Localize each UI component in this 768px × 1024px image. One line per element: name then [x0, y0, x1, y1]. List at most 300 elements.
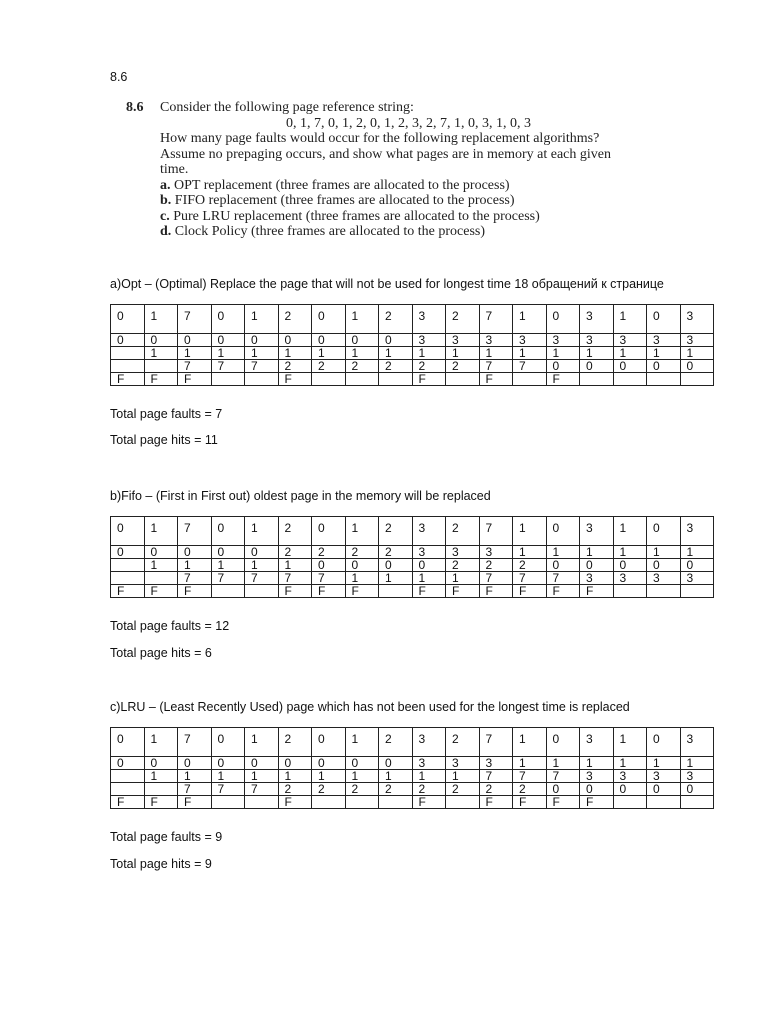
reference-row-cell: 0: [647, 305, 681, 334]
frame-row-3-cell: 2: [446, 360, 480, 373]
reference-row-cell: 7: [479, 517, 513, 546]
frame-row-1-cell: 0: [111, 334, 145, 347]
frame-row-1-cell: 0: [245, 546, 279, 559]
reference-row-cell: 0: [211, 305, 245, 334]
frame-row-1: [111, 334, 714, 347]
fault-row-cell: F: [111, 373, 145, 386]
fault-row-cell: F: [513, 585, 547, 598]
frame-row-3-cell: [144, 783, 178, 796]
frame-row-1-cell: 0: [245, 334, 279, 347]
fault-row-cell: [680, 585, 714, 598]
frame-row-1-cell: 3: [412, 546, 446, 559]
frame-row-1-cell: 0: [211, 334, 245, 347]
fault-row-cell: [680, 796, 714, 809]
frame-row-3-cell: 2: [412, 360, 446, 373]
frame-row-2-cell: 1: [178, 347, 212, 360]
frame-row-1-cell: 1: [513, 546, 547, 559]
fault-row-cell: F: [111, 585, 145, 598]
frame-row-3-cell: 7: [211, 360, 245, 373]
frame-row-1-cell: 0: [278, 334, 312, 347]
frame-row-2-cell: 7: [479, 770, 513, 783]
frame-row-3-cell: 1: [345, 572, 379, 585]
reference-row: [111, 517, 714, 546]
frame-row-2-cell: 1: [211, 347, 245, 360]
problem-question-line-3: time.: [160, 162, 189, 177]
fault-row-cell: F: [546, 585, 580, 598]
frame-row-1-cell: 0: [144, 546, 178, 559]
reference-row-cell: 1: [345, 517, 379, 546]
fault-row-cell: F: [546, 373, 580, 386]
reference-row-cell: 0: [647, 728, 681, 757]
frame-row-1-cell: 0: [312, 334, 346, 347]
frame-row-2-cell: 1: [245, 559, 279, 572]
reference-row-cell: 1: [144, 517, 178, 546]
frame-row-2-cell: 1: [613, 347, 647, 360]
fifo-total-faults: Total page faults = 12: [110, 619, 230, 633]
reference-row-cell: 3: [412, 305, 446, 334]
frame-row-2-cell: 1: [446, 770, 480, 783]
reference-row-cell: 3: [680, 517, 714, 546]
reference-row: [111, 305, 714, 334]
fault-row-cell: [245, 373, 279, 386]
frame-row-3-cell: 7: [178, 572, 212, 585]
reference-row-cell: 0: [211, 728, 245, 757]
reference-row-cell: 2: [446, 728, 480, 757]
fifo-heading: b)Fifo – (First in First out) oldest page in the memory will be replaced: [110, 489, 491, 503]
fault-row-cell: F: [345, 585, 379, 598]
fault-row: [111, 373, 714, 386]
frame-row-2-cell: 0: [647, 559, 681, 572]
frame-row-3-cell: 2: [379, 360, 413, 373]
fault-row-cell: [345, 796, 379, 809]
frame-row-3-cell: [144, 572, 178, 585]
frame-row-1-cell: 0: [178, 757, 212, 770]
frame-row-1-cell: 1: [680, 757, 714, 770]
fault-row-cell: [446, 373, 480, 386]
fault-row-cell: [446, 796, 480, 809]
frame-row-3-cell: 2: [278, 783, 312, 796]
reference-row-cell: 2: [379, 517, 413, 546]
fault-row-cell: F: [513, 796, 547, 809]
frame-row-3-cell: 0: [580, 360, 614, 373]
frame-row-2-cell: 1: [379, 347, 413, 360]
frame-row-2-cell: 3: [647, 770, 681, 783]
fault-row-cell: F: [144, 373, 178, 386]
frame-row-3-cell: 0: [580, 783, 614, 796]
frame-row-1-cell: 1: [546, 546, 580, 559]
reference-row-cell: 0: [546, 728, 580, 757]
reference-row-cell: 3: [412, 517, 446, 546]
frame-row-2-cell: 1: [379, 770, 413, 783]
fault-row-cell: F: [412, 373, 446, 386]
reference-row-cell: 1: [345, 305, 379, 334]
frame-row-2-cell: 1: [178, 770, 212, 783]
frame-row-1-cell: 3: [647, 334, 681, 347]
fault-row: [111, 585, 714, 598]
reference-row-cell: 3: [680, 305, 714, 334]
frame-row-1-cell: 3: [680, 334, 714, 347]
fault-row-cell: F: [178, 796, 212, 809]
reference-row-cell: 0: [312, 517, 346, 546]
reference-row-cell: 2: [379, 728, 413, 757]
frame-row-3-cell: 0: [680, 360, 714, 373]
reference-row-cell: 1: [144, 305, 178, 334]
frame-row-2-cell: 1: [245, 770, 279, 783]
fault-row-cell: F: [278, 373, 312, 386]
frame-row-1-cell: 1: [647, 546, 681, 559]
frame-row-3-cell: 0: [546, 360, 580, 373]
frame-row-2-cell: 1: [412, 770, 446, 783]
option-letter: d.: [160, 224, 172, 239]
frame-row-1-cell: 0: [345, 757, 379, 770]
frame-row-1-cell: 1: [580, 757, 614, 770]
frame-row-1-cell: 1: [546, 757, 580, 770]
reference-row-cell: 2: [379, 305, 413, 334]
frame-row-3-cell: 7: [479, 572, 513, 585]
reference-row-cell: 1: [513, 728, 547, 757]
fault-row-cell: [580, 373, 614, 386]
frame-row-2-cell: 1: [178, 559, 212, 572]
frame-row-3-cell: 3: [613, 572, 647, 585]
frame-row-3-cell: 2: [312, 783, 346, 796]
frame-row-3-cell: 2: [312, 360, 346, 373]
fault-row-cell: F: [312, 585, 346, 598]
fault-row-cell: F: [479, 373, 513, 386]
frame-row-1-cell: 2: [345, 546, 379, 559]
frame-row-2-cell: 1: [580, 347, 614, 360]
reference-row-cell: 2: [278, 305, 312, 334]
fault-row-cell: F: [580, 585, 614, 598]
option-text: Clock Policy (three frames are allocated to the process): [174, 224, 486, 239]
frame-row-1-cell: 0: [245, 757, 279, 770]
frame-row-2-cell: 1: [345, 770, 379, 783]
reference-row-cell: 1: [613, 517, 647, 546]
reference-row-cell: 7: [178, 305, 212, 334]
reference-row-cell: 0: [111, 305, 145, 334]
fault-row-cell: [647, 373, 681, 386]
reference-row-cell: 0: [647, 517, 681, 546]
frame-row-1-cell: 2: [379, 546, 413, 559]
reference-row: [111, 728, 714, 757]
frame-row-1-cell: 0: [111, 546, 145, 559]
frame-row-1-cell: 0: [144, 334, 178, 347]
fault-row-cell: F: [144, 585, 178, 598]
frame-row-3-cell: 3: [580, 572, 614, 585]
frame-row-1-cell: 0: [379, 757, 413, 770]
frame-row-2-cell: 1: [647, 347, 681, 360]
fault-row-cell: [613, 373, 647, 386]
frame-row-3-cell: 1: [446, 572, 480, 585]
frame-row-1-cell: 3: [412, 757, 446, 770]
frame-row-3-cell: 3: [647, 572, 681, 585]
frame-row-2-cell: 2: [446, 559, 480, 572]
reference-row-cell: 7: [479, 305, 513, 334]
frame-row-3-cell: 2: [345, 783, 379, 796]
reference-row-cell: 7: [178, 517, 212, 546]
reference-row-cell: 1: [513, 305, 547, 334]
option-letter: c.: [160, 208, 170, 224]
fifo-table: [110, 516, 714, 598]
frame-row-2-cell: 3: [680, 770, 714, 783]
frame-row-3-cell: 2: [479, 783, 513, 796]
frame-row-1-cell: 1: [580, 546, 614, 559]
frame-row-2-cell: 0: [680, 559, 714, 572]
frame-row-1-cell: 3: [446, 546, 480, 559]
frame-row-1-cell: 1: [613, 546, 647, 559]
frame-row-3-cell: 7: [245, 783, 279, 796]
document-number: 8.6: [110, 70, 128, 84]
frame-row-3: [111, 783, 714, 796]
fault-row-cell: [379, 373, 413, 386]
frame-row-3-cell: 1: [412, 572, 446, 585]
fault-row-cell: F: [446, 585, 480, 598]
fault-row-cell: [513, 373, 547, 386]
lru-heading: c)LRU – (Least Recently Used) page which has not been used for the longest time is replaced: [110, 700, 630, 714]
fault-row-cell: [312, 373, 346, 386]
frame-row-2-cell: 1: [479, 347, 513, 360]
problem-question-line-1: How many page faults would occur for the following replacement algorithms?: [160, 131, 600, 146]
frame-row-2-cell: [111, 347, 145, 360]
frame-row-3-cell: 2: [513, 783, 547, 796]
frame-row-2-cell: 1: [211, 770, 245, 783]
frame-row-1-cell: 0: [379, 334, 413, 347]
frame-row-1-cell: 3: [580, 334, 614, 347]
reference-row-cell: 1: [613, 305, 647, 334]
frame-row-2: [111, 559, 714, 572]
frame-row-1-cell: 3: [613, 334, 647, 347]
opt-total-hits: Total page hits = 11: [110, 433, 218, 447]
frame-row-2-cell: 1: [546, 347, 580, 360]
frame-row-1-cell: 0: [211, 546, 245, 559]
frame-row-2-cell: 0: [580, 559, 614, 572]
frame-row-2-cell: 1: [680, 347, 714, 360]
frame-row-2-cell: 7: [546, 770, 580, 783]
frame-row-3-cell: 7: [312, 572, 346, 585]
frame-row-2-cell: 2: [513, 559, 547, 572]
frame-row-2-cell: 1: [412, 347, 446, 360]
frame-row-3-cell: 0: [613, 783, 647, 796]
reference-row-cell: 0: [312, 728, 346, 757]
frame-row-3-cell: [111, 360, 145, 373]
fault-row-cell: [211, 585, 245, 598]
frame-row-1-cell: 0: [144, 757, 178, 770]
fault-row-cell: F: [546, 796, 580, 809]
reference-row-cell: 1: [345, 728, 379, 757]
fault-row-cell: F: [111, 796, 145, 809]
reference-row-cell: 0: [111, 728, 145, 757]
frame-row-1: [111, 546, 714, 559]
frame-row-3-cell: 2: [345, 360, 379, 373]
frame-row-3-cell: 0: [647, 360, 681, 373]
reference-row-cell: 7: [479, 728, 513, 757]
frame-row-3-cell: 7: [479, 360, 513, 373]
fault-row-cell: [379, 796, 413, 809]
frame-row-2-cell: 1: [446, 347, 480, 360]
frame-row-2-cell: 1: [278, 770, 312, 783]
fault-row-cell: [245, 796, 279, 809]
frame-row-2-cell: 1: [144, 559, 178, 572]
frame-row-2-cell: 1: [312, 347, 346, 360]
reference-row-cell: 2: [446, 517, 480, 546]
fault-row-cell: [345, 373, 379, 386]
frame-row-2-cell: 0: [412, 559, 446, 572]
frame-row-3-cell: 7: [513, 360, 547, 373]
frame-row-1-cell: 0: [345, 334, 379, 347]
frame-row-3-cell: 7: [211, 783, 245, 796]
frame-row-2-cell: 0: [312, 559, 346, 572]
fault-row-cell: F: [178, 585, 212, 598]
lru-table: [110, 727, 714, 809]
fault-row-cell: [211, 373, 245, 386]
fault-row: [111, 796, 714, 809]
fault-row-cell: [245, 585, 279, 598]
frame-row-2-cell: 0: [379, 559, 413, 572]
fault-row-cell: [211, 796, 245, 809]
problem-intro: Consider the following page reference string:: [160, 100, 414, 115]
frame-row-2-cell: [111, 770, 145, 783]
opt-table: [110, 304, 714, 386]
reference-row-cell: 1: [513, 517, 547, 546]
reference-string: 0, 1, 7, 0, 1, 2, 0, 1, 2, 3, 2, 7, 1, 0, 3, 1, 0, 3: [286, 115, 531, 131]
problem-option-d: [160, 224, 720, 240]
reference-row-cell: 1: [144, 728, 178, 757]
frame-row-2-cell: 1: [211, 559, 245, 572]
frame-row-3-cell: 7: [513, 572, 547, 585]
frame-row-2-cell: 1: [345, 347, 379, 360]
lru-total-hits: Total page hits = 9: [110, 857, 212, 871]
fault-row-cell: F: [580, 796, 614, 809]
problem-option-b: [160, 193, 720, 209]
frame-row-1-cell: 3: [446, 334, 480, 347]
reference-row-cell: 0: [211, 517, 245, 546]
frame-row-2-cell: 1: [513, 347, 547, 360]
frame-row-2: [111, 770, 714, 783]
frame-row-1-cell: 2: [312, 546, 346, 559]
frame-row-1-cell: 1: [613, 757, 647, 770]
frame-row-3-cell: 7: [546, 572, 580, 585]
fault-row-cell: [613, 585, 647, 598]
frame-row-3-cell: [144, 360, 178, 373]
frame-row-2-cell: 3: [580, 770, 614, 783]
frame-row-1-cell: 3: [546, 334, 580, 347]
lru-total-faults: Total page faults = 9: [110, 830, 223, 844]
frame-row-1-cell: 0: [278, 757, 312, 770]
frame-row-2-cell: 3: [613, 770, 647, 783]
reference-row-cell: 7: [178, 728, 212, 757]
frame-row-1-cell: 3: [412, 334, 446, 347]
frame-row-1-cell: 3: [446, 757, 480, 770]
problem-question-line-2: Assume no prepaging occurs, and show what pages are in memory at each given: [160, 146, 611, 162]
fault-row-cell: [647, 585, 681, 598]
reference-row-cell: 2: [278, 728, 312, 757]
frame-row-3-cell: 7: [178, 783, 212, 796]
problem-number: 8.6: [126, 100, 144, 115]
frame-row-2-cell: 1: [245, 347, 279, 360]
fault-row-cell: [379, 585, 413, 598]
fault-row-cell: F: [479, 796, 513, 809]
fault-row-cell: [647, 796, 681, 809]
frame-row-1-cell: 0: [178, 334, 212, 347]
reference-row-cell: 3: [680, 728, 714, 757]
frame-row-3-cell: 3: [680, 572, 714, 585]
option-letter: b.: [160, 193, 172, 208]
reference-row-cell: 2: [446, 305, 480, 334]
frame-row-3-cell: 0: [647, 783, 681, 796]
frame-row-3-cell: 2: [278, 360, 312, 373]
frame-row-2-cell: 0: [546, 559, 580, 572]
frame-row-3-cell: 7: [211, 572, 245, 585]
option-text: FIFO replacement (three frames are allocated to the process): [174, 193, 515, 208]
frame-row-3-cell: 7: [278, 572, 312, 585]
reference-row-cell: 0: [546, 305, 580, 334]
frame-row-2-cell: 0: [613, 559, 647, 572]
fault-row-cell: F: [178, 373, 212, 386]
frame-row-1-cell: 0: [111, 757, 145, 770]
frame-row-2-cell: 1: [144, 347, 178, 360]
frame-row-1-cell: 3: [479, 546, 513, 559]
problem-option-c: [160, 209, 720, 225]
frame-row-3-cell: 2: [412, 783, 446, 796]
frame-row-3: [111, 360, 714, 373]
frame-row-1-cell: 1: [513, 757, 547, 770]
frame-row-1-cell: 1: [647, 757, 681, 770]
reference-row-cell: 3: [412, 728, 446, 757]
reference-row-cell: 1: [245, 728, 279, 757]
frame-row-1: [111, 757, 714, 770]
frame-row-3-cell: [111, 572, 145, 585]
reference-row-cell: 1: [245, 305, 279, 334]
fault-row-cell: F: [144, 796, 178, 809]
fault-row-cell: F: [479, 585, 513, 598]
frame-row-2-cell: 0: [345, 559, 379, 572]
frame-row-3-cell: [111, 783, 145, 796]
frame-row-1-cell: 2: [278, 546, 312, 559]
fault-row-cell: [613, 796, 647, 809]
fault-row-cell: F: [412, 796, 446, 809]
frame-row-1-cell: 0: [312, 757, 346, 770]
frame-row-2-cell: 7: [513, 770, 547, 783]
fault-row-cell: [680, 373, 714, 386]
reference-row-cell: 3: [580, 305, 614, 334]
reference-row-cell: 3: [580, 517, 614, 546]
frame-row-1-cell: 3: [479, 334, 513, 347]
frame-row-2-cell: 1: [278, 559, 312, 572]
fifo-total-hits: Total page hits = 6: [110, 646, 212, 660]
fault-row-cell: F: [412, 585, 446, 598]
frame-row-3-cell: 2: [379, 783, 413, 796]
frame-row-3-cell: 7: [245, 360, 279, 373]
fault-row-cell: F: [278, 796, 312, 809]
frame-row-1-cell: 0: [178, 546, 212, 559]
reference-row-cell: 1: [613, 728, 647, 757]
frame-row-3-cell: 7: [245, 572, 279, 585]
opt-total-faults: Total page faults = 7: [110, 407, 223, 421]
frame-row-3-cell: 7: [178, 360, 212, 373]
option-text: Pure LRU replacement (three frames are allocated to the process): [173, 208, 540, 224]
frame-row-2-cell: 1: [144, 770, 178, 783]
frame-row-3-cell: 0: [546, 783, 580, 796]
reference-row-cell: 1: [245, 517, 279, 546]
frame-row-2-cell: [111, 559, 145, 572]
frame-row-1-cell: 3: [513, 334, 547, 347]
frame-row-2-cell: 1: [312, 770, 346, 783]
option-text: OPT replacement (three frames are allocated to the process): [174, 177, 510, 193]
reference-row-cell: 0: [111, 517, 145, 546]
frame-row-3-cell: 1: [379, 572, 413, 585]
option-letter: a.: [160, 177, 171, 193]
frame-row-2-cell: 1: [278, 347, 312, 360]
frame-row-3-cell: 2: [446, 783, 480, 796]
